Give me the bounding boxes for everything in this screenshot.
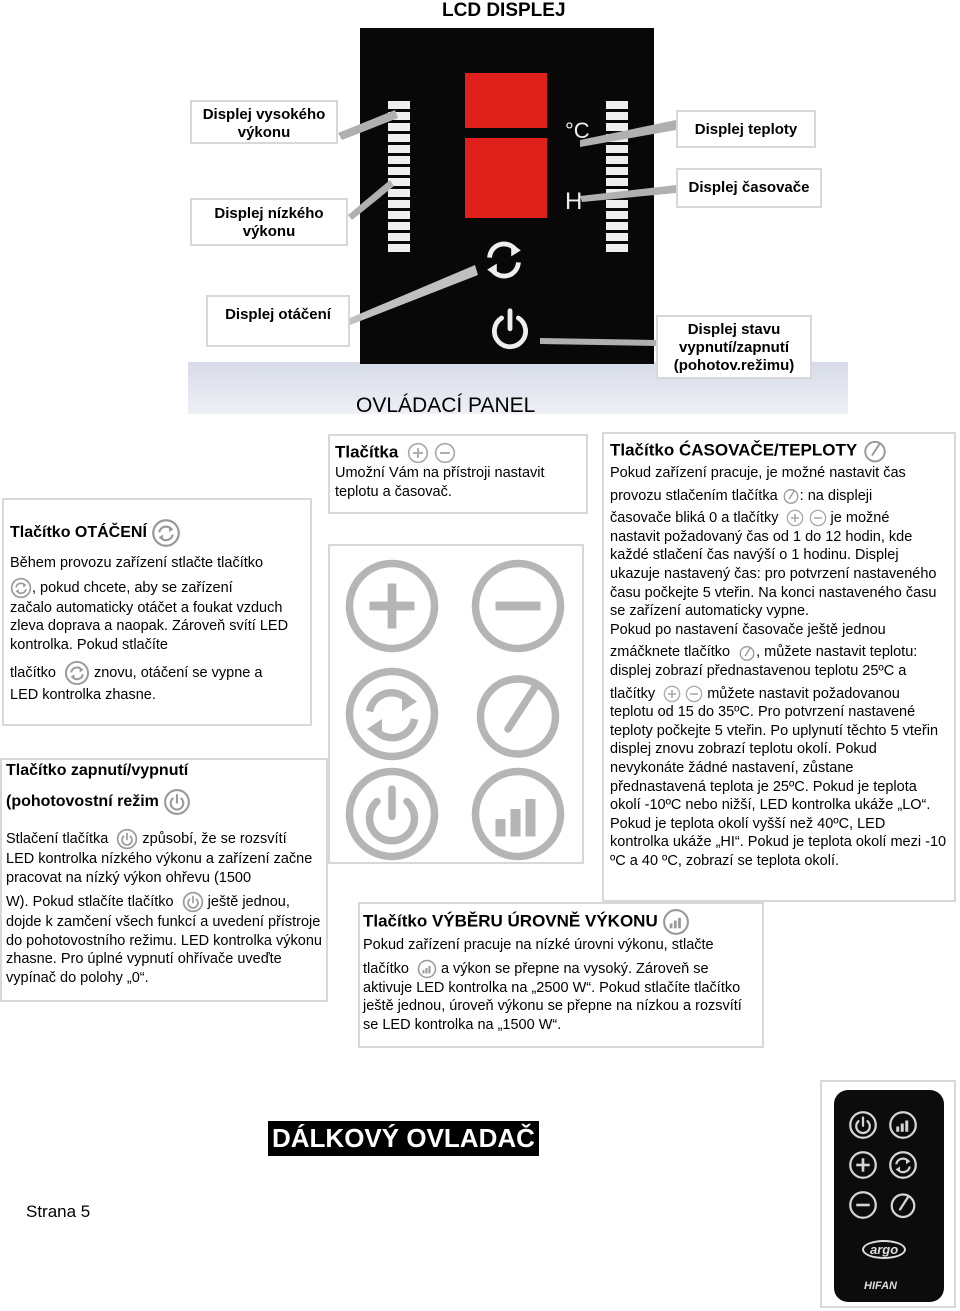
power-title: Tlačítko zapnutí/vypnutí	[6, 762, 189, 779]
label-timer: Displej časovače	[676, 168, 822, 208]
timer-temp-line: můžete nastavit požadovanou	[707, 685, 900, 702]
label-standby: Displej stavu vypnutí/zapnutí (pohotov.režimu)	[656, 315, 812, 379]
power-level-paragraph: aktivuje LED kontrolka na „2500 W“. Pokud stlačíte tlačítko ještě jednou, úroveň výkonu se přepne na nízkou a rozsvítí se LED kontrolka na „1500 W“.	[363, 979, 742, 1033]
timer-temp-line: je možné	[830, 510, 890, 527]
panel-timer-icon	[468, 664, 568, 764]
rotate-icon	[64, 660, 90, 686]
rotation-line: znovu, otáčení se vypne a	[93, 665, 263, 682]
power-paragraph: LED kontrolka nízkého výkonu a zařízení začne pracovat na nízký výkon ohřevu (1500	[6, 851, 313, 886]
plus-minus-box	[328, 434, 588, 514]
rotation-paragraph: začalo automaticky otáčet a foukat vzduch zleva doprava a naopak. Zároveň svítí LED kontrolka. Pokud stlačíte	[10, 599, 289, 653]
rotation-line: LED kontrolka zhasne.	[10, 687, 156, 704]
timer-temp-box	[602, 432, 956, 902]
panel-rotate-icon	[342, 664, 442, 764]
plus-minus-title: Tlačítka	[335, 442, 399, 462]
remote-body	[834, 1090, 944, 1302]
lcd-hours-symbol: H	[565, 188, 583, 215]
remote-title: DÁLKOVÝ OVLADAČ	[268, 1121, 539, 1156]
timer-temp-paragraph: nastavit požadovaný čas od 1 do 12 hodin, kde každé stlačení čas navýší o 1 hodinu. Displej ukazuje nastavený čas: pro potvrzení nastaveného času počkejte 5 vteřin. Na konci nastaveného času se zařízení automaticky vypne.	[610, 528, 937, 620]
minus-icon	[809, 509, 827, 527]
remote-model-logo: HIFAN	[864, 1280, 897, 1292]
timer-temp-line: provozu stlačením tlačítka	[610, 487, 778, 504]
remote-timer-icon	[888, 1190, 918, 1220]
power-level-line: tlačítko	[363, 960, 409, 977]
power-line: W). Pokud stlačíte tlačítko	[6, 894, 174, 911]
power-icon	[163, 788, 191, 816]
label-low-power: Displej nízkého výkonu	[190, 198, 348, 246]
plus-minus-text: Umožní Vám na přístroji nastavit teplotu a časovač.	[335, 465, 545, 500]
timer-icon	[862, 438, 888, 464]
remote-plus-icon	[848, 1150, 878, 1180]
timer-icon	[738, 644, 756, 662]
plus-icon	[786, 509, 804, 527]
power-level-title: Tlačítko VÝBĚRU ÚROVNĚ VÝKONU	[363, 911, 658, 931]
timer-temp-paragraph: teplotu od 15 do 35ºC. Pro potvrzení nastavené teploty počkejte 5 vteřin. Po uplynutí těchto 5 vteřin displej znovu zobrazí teplotu okolí. Pokud nevykonáte žádné nastavení, zůstane přednastavená teplota je 25ºC. Pokud je teplota okolí -10ºC nebo nižší, LED kontrolka ukáže „LO“. Pokud je teplota okolí vyšší než 40ºC, LED kontrolka ukáže „HI“. Pokud je teplota okolí mezi -10 ºC a 40 ºC, zobrazí se teplota okolí.	[610, 704, 947, 869]
rotation-line: tlačítko	[10, 665, 56, 682]
timer-temp-title: Tlačítko ĆASOVAČE/TEPLOTY	[610, 440, 857, 460]
minus-icon	[685, 685, 703, 703]
plus-icon	[407, 442, 429, 464]
label-temperature: Displej teploty	[676, 110, 816, 148]
power-line: Stlačení tlačítka	[6, 830, 109, 847]
rotate-icon	[151, 518, 181, 548]
minus-icon	[434, 442, 456, 464]
remote-brand-logo: argo	[862, 1240, 906, 1259]
lcd-celsius-symbol: °C	[565, 118, 590, 143]
timer-temp-line: Pokud zařízení pracuje, je možné nastavit čas	[610, 465, 906, 481]
timer-icon	[782, 487, 800, 505]
rotation-title: Tlačítko OTÁČENÍ	[10, 524, 147, 542]
remote-image	[820, 1080, 956, 1308]
remote-power-icon	[848, 1110, 878, 1140]
rotate-icon	[10, 577, 32, 599]
rotation-line: Během provozu zařízení stlačte tlačítko	[10, 555, 264, 571]
label-rotation: Displej otáčení	[206, 295, 350, 347]
panel-power-icon	[342, 764, 442, 864]
control-panel-image	[328, 544, 584, 864]
power-box	[0, 758, 328, 1002]
pointer-lines	[0, 0, 960, 420]
plus-icon	[663, 685, 681, 703]
timer-temp-line: displej zobrazí přednastavenou teplotu 25ºC a	[610, 662, 907, 679]
power-level-icon	[417, 959, 437, 979]
power-level-icon	[662, 908, 690, 936]
power-level-box	[358, 902, 764, 1048]
timer-temp-line: : na displeji	[799, 487, 873, 504]
panel-bars-icon	[468, 764, 568, 864]
power-level-line: a výkon se přepne na vysoký. Zároveň se	[440, 960, 709, 977]
power-subtitle: (pohotovostní režim	[6, 793, 159, 811]
timer-temp-line: , můžete nastavit teplotu:	[756, 644, 918, 661]
power-icon	[182, 891, 204, 913]
power-icon	[116, 828, 138, 850]
control-panel-title: OVLÁDACÍ PANEL	[356, 394, 536, 417]
timer-temp-line: tlačítky	[610, 685, 656, 702]
power-line: ještě jednou,	[207, 894, 290, 911]
page-footer: Strana 5	[26, 1202, 91, 1221]
panel-minus-icon	[468, 556, 568, 656]
page-title: LCD DISPLEJ	[442, 0, 566, 21]
power-level-line: Pokud zařízení pracuje na nízké úrovni výkonu, stlačte	[363, 937, 714, 953]
timer-temp-line: zmáčknete tlačítko	[610, 644, 731, 661]
power-paragraph: dojde k zamčení všech funkcí a uvedení přístroje do pohotovostního režimu. LED kontrolka výkonu zhasne. Pro úplné vypnutí ohřívače uveďte vypínač do polohy „0“.	[6, 914, 322, 986]
label-high-power: Displej vysokého výkonu	[190, 100, 338, 144]
panel-plus-icon	[342, 556, 442, 656]
remote-minus-icon	[848, 1190, 878, 1220]
rotation-box	[2, 498, 312, 726]
remote-rotate-icon	[888, 1150, 918, 1180]
rotation-line: , pokud chcete, aby se zařízení	[32, 579, 233, 596]
timer-temp-line: Pokud po nastavení časovače ještě jednou	[610, 621, 886, 638]
timer-temp-line: časovače bliká 0 a tlačítky	[610, 510, 779, 527]
remote-bars-icon	[888, 1110, 918, 1140]
power-line: způsobí, že se rozsvítí	[142, 830, 287, 847]
